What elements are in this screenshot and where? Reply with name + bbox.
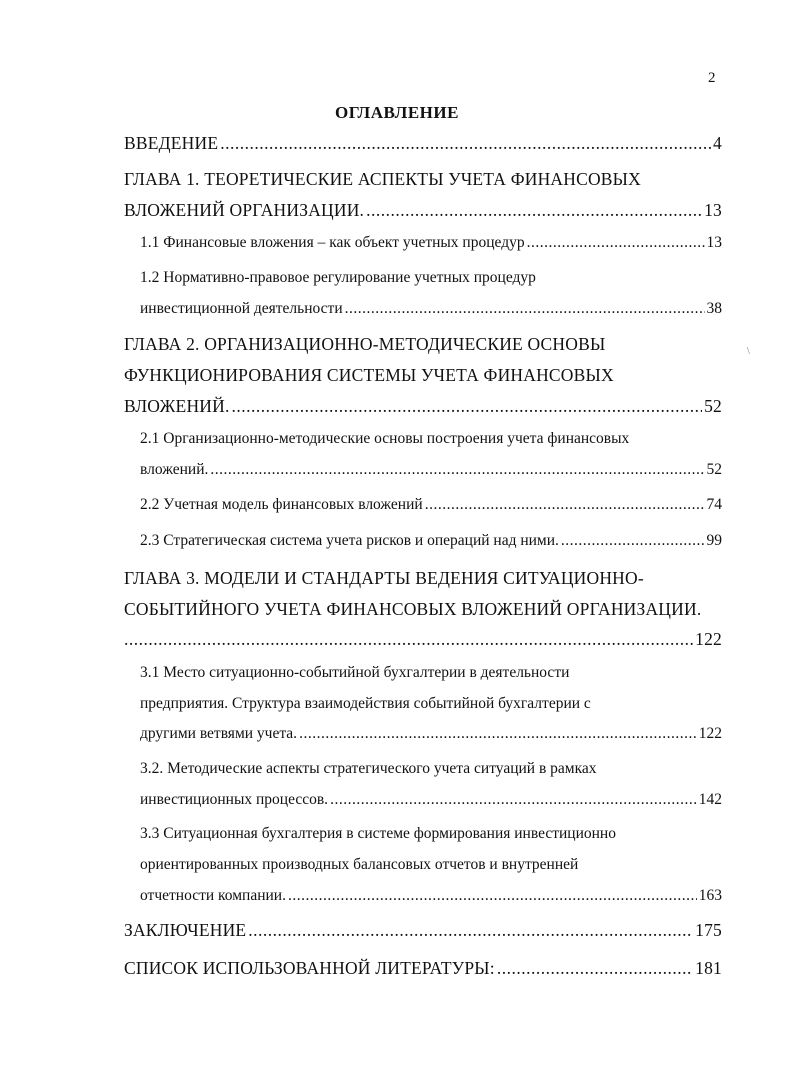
dot-leader	[299, 721, 697, 747]
dot-leader	[210, 457, 704, 483]
toc-entry-section-3-2-line-1[interactable]	[140, 756, 722, 782]
toc-entry-section-3-1-line-1[interactable]	[140, 660, 722, 686]
toc-title: ОГЛАВЛЕНИЕ	[335, 103, 459, 122]
toc-entry-section-3-3-line-2[interactable]	[140, 852, 722, 878]
dot-leader	[248, 917, 693, 943]
toc-entry-text: предприятия. Структура взаимодействия событийной бухгалтерии с	[140, 695, 591, 712]
toc-entry-section-2-1[interactable]	[140, 457, 722, 483]
dot-leader	[124, 626, 693, 652]
toc-entry-text: 1.1 Финансовые вложения – как объект учетных процедур	[140, 234, 525, 251]
scan-artifact-mark: \	[747, 346, 750, 357]
dot-leader	[330, 787, 697, 813]
toc-entry-text: 2.3 Стратегическая система учета рисков и операций над ними.	[140, 532, 559, 549]
toc-entry-section-2-1-line-1[interactable]	[140, 426, 722, 452]
toc-page-number: 13	[704, 200, 722, 220]
toc-entry-section-3-1-line-2[interactable]	[140, 691, 722, 717]
toc-entry-text: СОБЫТИЙНОГО УЧЕТА ФИНАНСОВЫХ ВЛОЖЕНИЙ ОРГАНИЗАЦИИ.	[124, 599, 702, 619]
toc-entry-text: 3.1 Место ситуационно-событийной бухгалтерии в деятельности	[140, 664, 570, 681]
toc-entry-chapter-3-line-1[interactable]	[124, 565, 722, 591]
toc-entry-references[interactable]	[124, 955, 722, 981]
toc-page-number: 175	[695, 920, 722, 940]
toc-entry-chapter-2[interactable]	[124, 393, 722, 419]
dot-leader	[220, 130, 711, 156]
toc-entry-chapter-2-line-2[interactable]	[124, 362, 722, 388]
dot-leader	[425, 492, 705, 518]
toc-entry-section-1-1[interactable]	[140, 230, 722, 256]
toc-entry-section-2-2[interactable]	[140, 492, 722, 518]
toc-entry-text: ВЛОЖЕНИЙ ОРГАНИЗАЦИИ.	[124, 200, 365, 220]
toc-entry-section-1-2[interactable]	[140, 296, 722, 322]
toc-entry-introduction[interactable]	[124, 130, 722, 156]
toc-entry-text: 3.2. Методические аспекты стратегического учета ситуаций в рамках	[140, 760, 597, 777]
toc-page-number: 4	[713, 133, 722, 153]
toc-page-number: 52	[706, 461, 722, 478]
toc-entry-text: отчетности компании.	[140, 887, 286, 904]
dot-leader	[288, 883, 697, 909]
dot-leader	[345, 296, 705, 322]
dot-leader	[527, 230, 705, 256]
toc-entry-text: 1.2 Нормативно-правовое регулирование учетных процедур	[140, 269, 536, 286]
dot-leader	[366, 197, 702, 223]
toc-entry-section-3-2[interactable]	[140, 787, 722, 813]
toc-entry-text: ГЛАВА 3. МОДЕЛИ И СТАНДАРТЫ ВЕДЕНИЯ СИТУАЦИОННО-	[124, 568, 644, 588]
toc-entry-text: инвестиционных процессов.	[140, 791, 329, 808]
toc-entry-chapter-2-line-1[interactable]	[124, 331, 722, 357]
toc-entry-text: 2.1 Организационно-методические основы построения учета финансовых	[140, 430, 630, 447]
toc-entry-text: другими ветвями учета.	[140, 725, 298, 742]
toc-entry-chapter-1-line-1[interactable]	[124, 166, 722, 192]
toc-page-number: 74	[706, 496, 722, 513]
toc-page-number: 163	[698, 887, 722, 904]
toc-page-number: 13	[706, 234, 722, 251]
toc-entry-chapter-3[interactable]	[124, 626, 722, 652]
toc-entry-conclusion[interactable]	[124, 917, 722, 943]
toc-page-number: 122	[698, 725, 722, 742]
toc-entry-text: ВЛОЖЕНИЙ.	[124, 396, 230, 416]
page-number: 2	[708, 70, 716, 86]
toc-entry-section-3-1[interactable]	[140, 721, 722, 747]
toc-entry-text: инвестиционной деятельности	[140, 300, 343, 317]
dot-leader	[497, 955, 693, 981]
toc-entry-chapter-1[interactable]	[124, 197, 722, 223]
toc-entry-text: СПИСОК ИСПОЛЬЗОВАННОЙ ЛИТЕРАТУРЫ:	[124, 958, 495, 978]
toc-page-number: 99	[706, 532, 722, 549]
toc-entry-text: ГЛАВА 1. ТЕОРЕТИЧЕСКИЕ АСПЕКТЫ УЧЕТА ФИНАНСОВЫХ	[124, 169, 641, 189]
toc-entry-text: ВВЕДЕНИЕ	[124, 133, 219, 153]
toc-entry-text: ФУНКЦИОНИРОВАНИЯ СИСТЕМЫ УЧЕТА ФИНАНСОВЫХ	[124, 365, 614, 385]
toc-entry-section-2-3[interactable]	[140, 528, 722, 554]
toc-page-number: 181	[695, 958, 722, 978]
toc-page-number: 122	[695, 629, 722, 649]
toc-entry-text: ЗАКЛЮЧЕНИЕ	[124, 920, 247, 940]
toc-entry-text: вложений.	[140, 461, 209, 478]
dot-leader	[232, 393, 703, 419]
toc-page-number: 52	[704, 396, 722, 416]
toc-entry-text: ориентированных производных балансовых отчетов и внутренней	[140, 856, 579, 873]
toc-entry-text: 2.2 Учетная модель финансовых вложений	[140, 496, 423, 513]
toc-entry-section-3-3[interactable]	[140, 883, 722, 909]
toc-entry-text: 3.3 Ситуационная бухгалтерия в системе формирования инвестиционно	[140, 825, 616, 842]
toc-page-number: 142	[698, 791, 722, 808]
toc-page-number: 38	[706, 300, 722, 317]
toc-entry-section-3-3-line-1[interactable]	[140, 821, 722, 847]
toc-entry-chapter-3-line-2[interactable]	[124, 596, 722, 622]
toc-entry-section-1-2-line-1[interactable]	[140, 265, 722, 291]
dot-leader	[561, 528, 705, 554]
toc-entry-text: ГЛАВА 2. ОРГАНИЗАЦИОННО-МЕТОДИЧЕСКИЕ ОСНОВЫ	[124, 334, 606, 354]
